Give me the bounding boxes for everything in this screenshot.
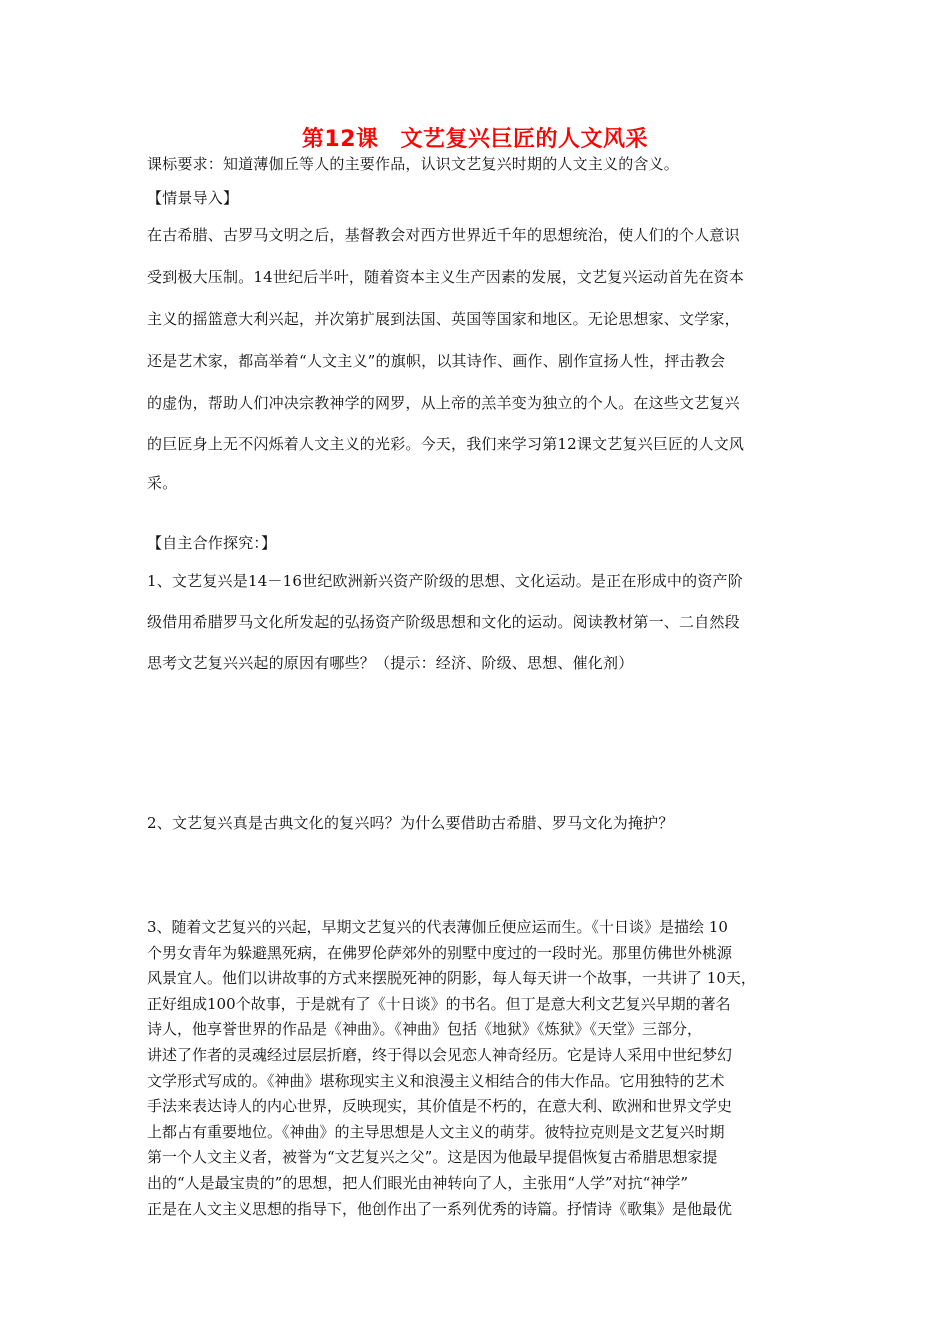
intro-line: 采。 [147, 474, 178, 492]
question-3-line: 个男女青年为躲避黑死病，在佛罗伦萨郊外的别墅中度过的一段时光。那里仿佛世外桃源 [147, 943, 733, 962]
page-title [0, 122, 950, 153]
intro-line: 在古希腊、古罗马文明之后，基督教会对西方世界近千年的思想统治，使人们的个人意识 [147, 226, 740, 244]
question-3 [147, 915, 807, 1222]
question-3-line: 上都占有重要地位。《神曲》的主导思想是人文主义的萌芽。彼特拉克则是文艺复兴时期 [147, 1122, 725, 1141]
intro-heading: 【情景导入】 [147, 189, 239, 207]
question-3-line: 诗人，他享誉世界的作品是《神曲》。《神曲》包括《地狱》《炼狱》《天堂》三部分， [147, 1020, 703, 1039]
question-3-line: 正是在人文主义思想的指导下，他创作出了一系列优秀的诗篇。抒情诗《歌集》是他最优 [147, 1199, 733, 1218]
question-2: 2、文艺复兴真是古典文化的复兴吗？为什么要借助古希腊、罗马文化为掩护？ [147, 814, 674, 832]
question-1-line: 级借用希腊罗马文化所发起的弘扬资产阶级思想和文化的运动。阅读教材第一、二自然段 [147, 613, 740, 631]
question-3-line: 讲述了作者的灵魂经过层层折磨，终于得以会见恋人神奇经历。它是诗人采用中世纪梦幻 [147, 1045, 733, 1064]
question-3-line: 出的“人是最宝贵的”的思想，把人们眼光由神转向了人，主张用“人学”对抗“神学” [147, 1173, 689, 1192]
question-3-line: 手法来表达诗人的内心世界，反映现实，其价值是不朽的，在意大利、欧洲和世界文学史 [147, 1097, 733, 1116]
lesson-number: 第12课 [301, 127, 379, 152]
question-3-line: 第一个人文主义者，被誉为“文艺复兴之父”。这是因为他最早提倡恢复古希腊思想家提 [147, 1148, 718, 1167]
intro-line: 受到极大压制。14世纪后半叶，随着资本主义生产因素的发展，文艺复兴运动首先在资本 [147, 268, 745, 286]
intro-line: 的虚伪，帮助人们冲决宗教神学的网罗，从上帝的羔羊变为独立的个人。在这些文艺复兴 [147, 394, 740, 412]
question-1-line: 1、文艺复兴是14－16世纪欧洲新兴资产阶级的思想、文化运动。是正在形成中的资产阶 [147, 572, 743, 590]
intro-line: 主义的摇篮意大利兴起，并次第扩展到法国、英国等国家和地区。无论思想家、文学家， [147, 310, 740, 328]
lesson-name: 文艺复兴巨匠的人文风采 [400, 127, 649, 152]
question-1-line: 思考文艺复兴兴起的原因有哪些？（提示：经济、阶级、思想、催化剂） [147, 654, 634, 672]
intro-line: 还是艺术家，都高举着“人文主义”的旗帜，以其诗作、画作、剧作宣扬人性，抨击教会 [147, 352, 726, 370]
question-3-line: 文学形式写成的。《神曲》堪称现实主义和浪漫主义相结合的伟大作品。它用独特的艺术 [147, 1071, 725, 1090]
explore-heading: 【自主合作探究：】 [147, 534, 277, 552]
question-3-line: 正好组成100个故事，于是就有了《十日谈》的书名。但丁是意大利文艺复兴早期的著名 [147, 994, 731, 1013]
question-3-line: 3、随着文艺复兴的兴起，早期文艺复兴的代表薄伽丘便应运而生。《十日谈》是描绘 10 [147, 918, 728, 936]
question-3-line: 风景宜人。他们以讲故事的方式来摆脱死神的阴影，每人每天讲一个故事，一共讲了 10天， [147, 969, 756, 988]
curriculum-requirement: 课标要求：知道薄伽丘等人的主要作品，认识文艺复兴时期的人文主义的含义。 [147, 155, 680, 173]
intro-line: 的巨匠身上无不闪烁着人文主义的光彩。今天，我们来学习第12课文艺复兴巨匠的人文风 [147, 435, 745, 453]
